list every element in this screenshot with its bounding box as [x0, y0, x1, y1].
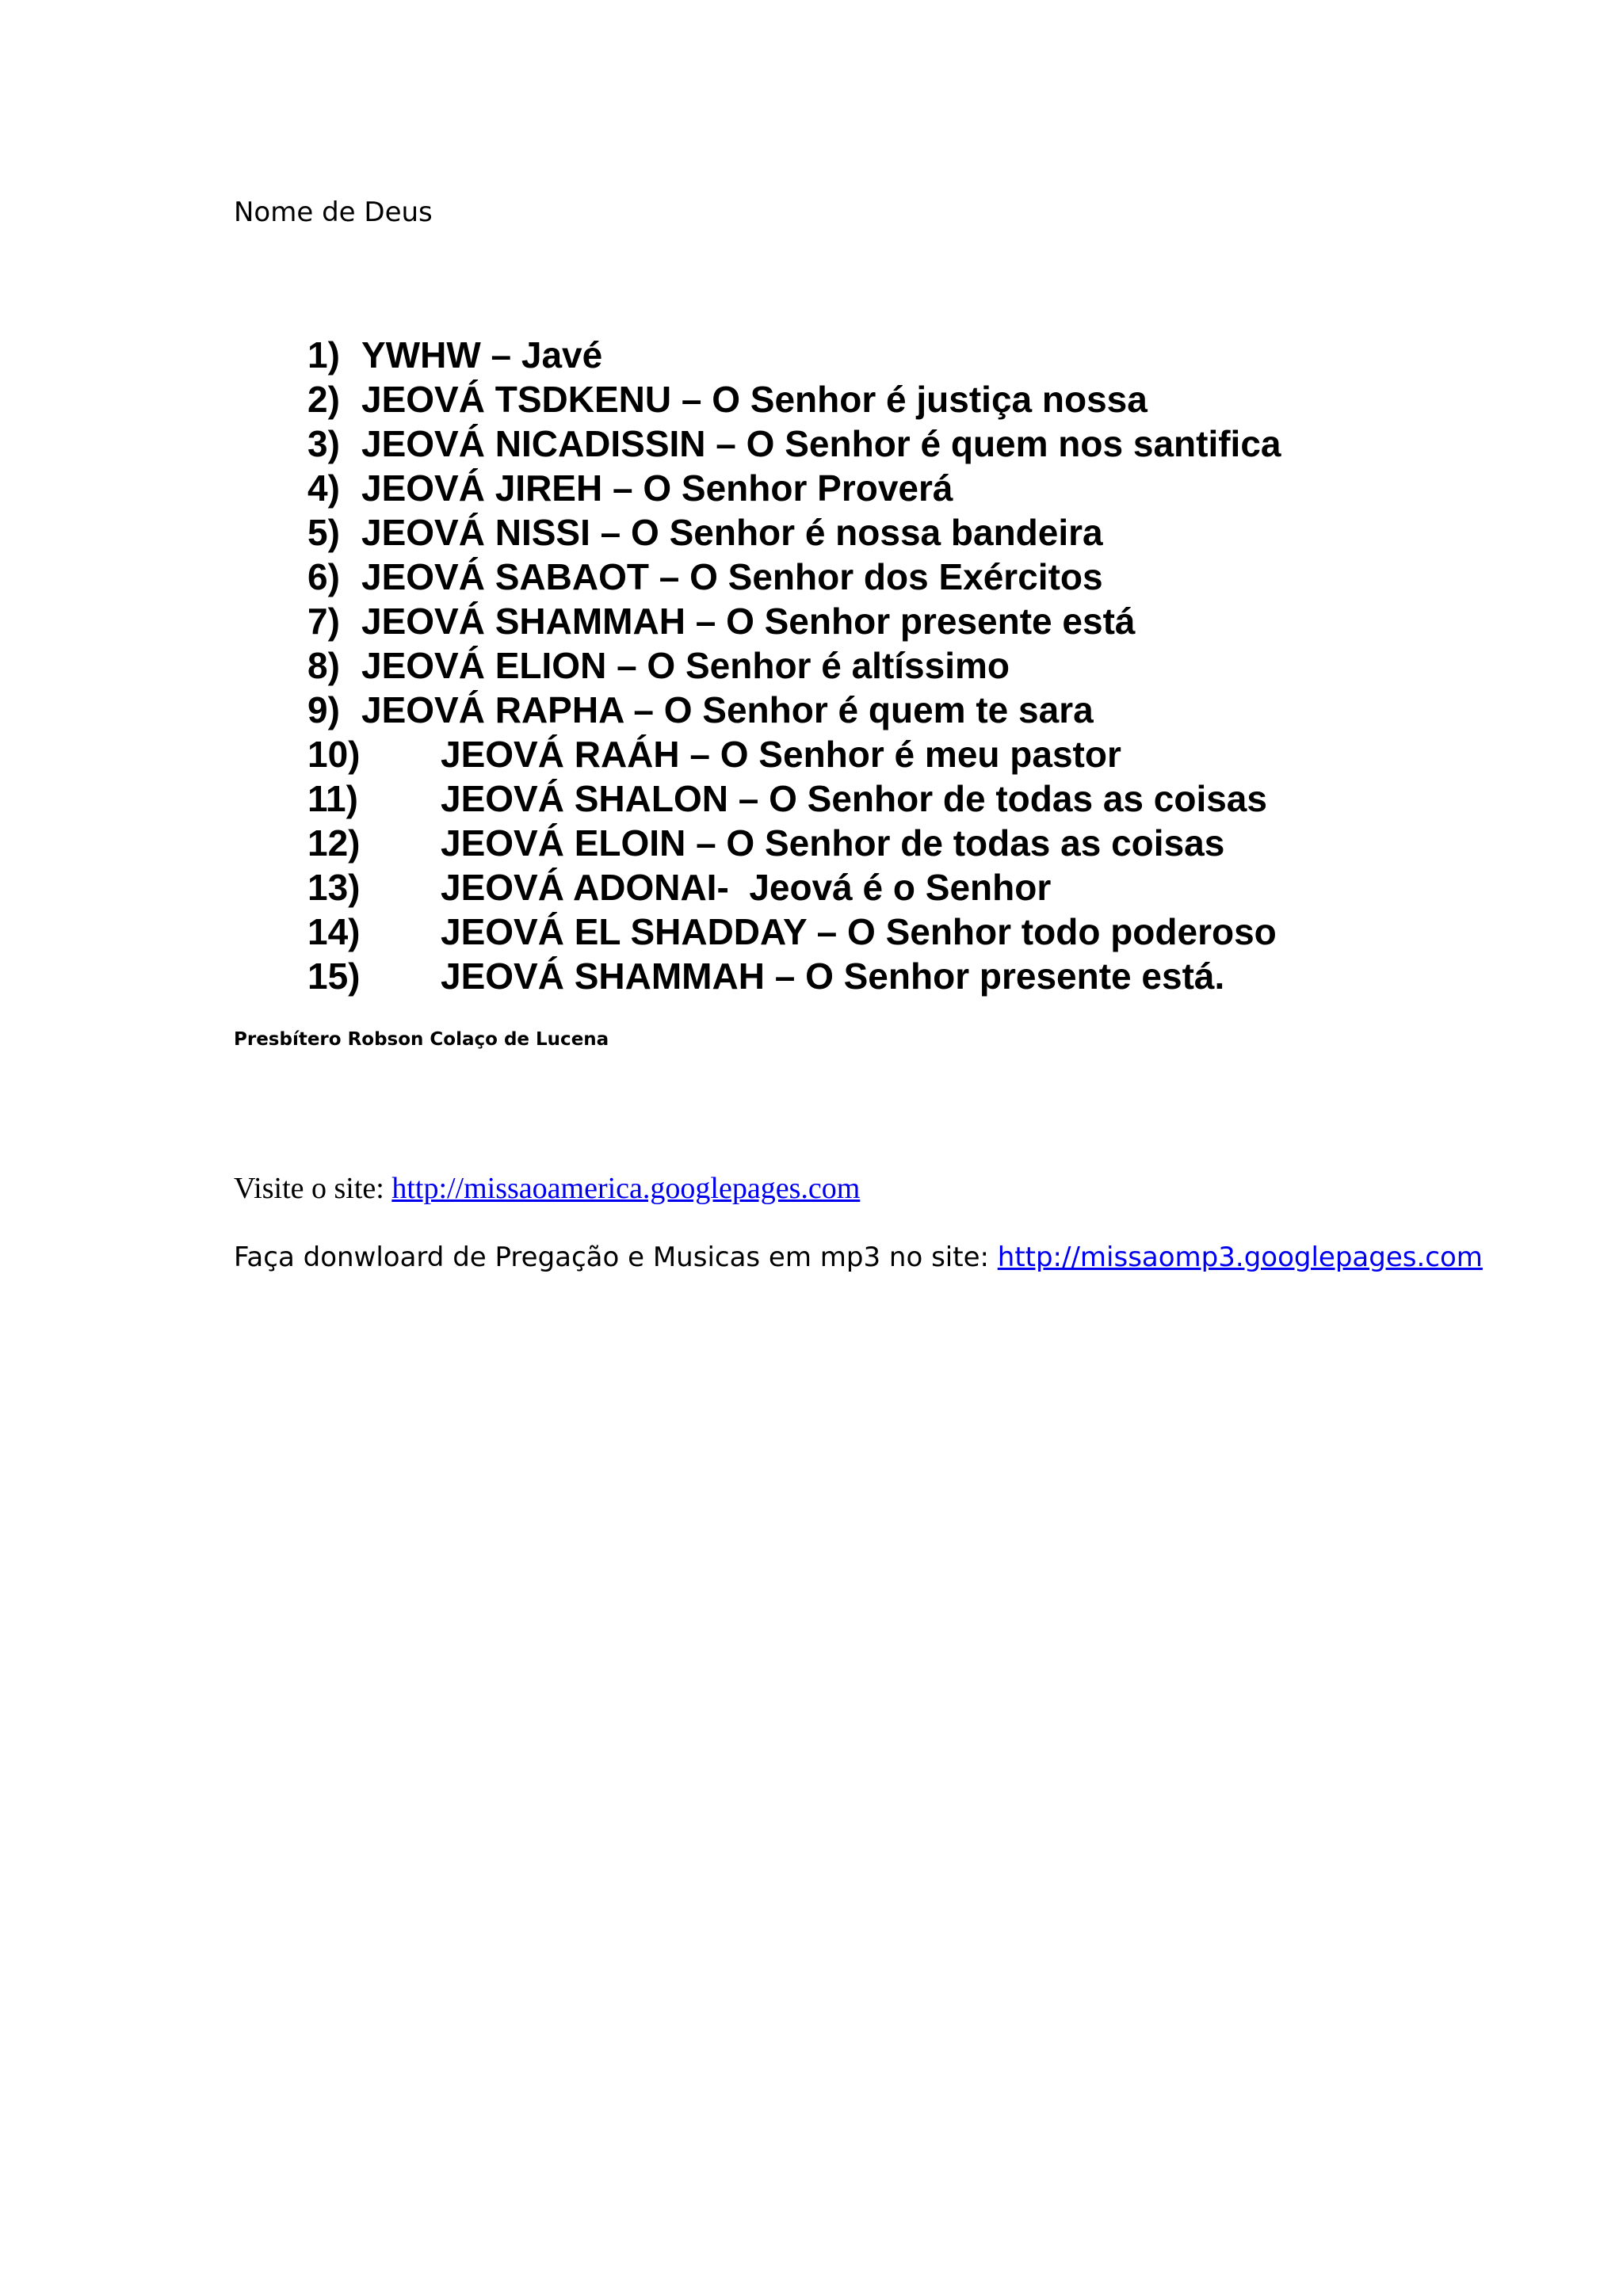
visit-site-label: Visite o site: — [234, 1172, 392, 1205]
list-item — [307, 643, 1281, 688]
list-item — [307, 599, 1281, 643]
list-item-text: JEOVÁ SHAMMAH – O Senhor presente está — [361, 601, 1136, 642]
download-line — [234, 1238, 1483, 1276]
list-item-text: JEOVÁ SHAMMAH – O Senhor presente está. — [441, 955, 1225, 997]
list-item-text: JEOVÁ ADONAI- Jeová é o Senhor — [441, 867, 1052, 908]
list-item-number: 14) — [307, 911, 361, 952]
list-item-number: 4) — [307, 467, 340, 509]
list-item-number: 15) — [307, 955, 361, 997]
visit-site-line — [234, 1169, 860, 1207]
list-item — [307, 910, 1281, 954]
list-item-number: 12) — [307, 822, 361, 864]
author-signature: Presbítero Robson Colaço de Lucena — [234, 1029, 609, 1050]
list-item-text: JEOVÁ TSDKENU – O Senhor é justiça nossa — [361, 379, 1148, 420]
list-item-text: JEOVÁ NICADISSIN – O Senhor é quem nos santifica — [361, 423, 1281, 464]
list-item — [307, 776, 1281, 821]
list-item-number: 11) — [307, 778, 358, 819]
list-item — [307, 377, 1281, 421]
list-item — [307, 954, 1281, 998]
list-item-number: 8) — [307, 645, 340, 686]
list-item-number: 3) — [307, 423, 340, 464]
names-of-god-list — [307, 333, 1281, 998]
list-item — [307, 865, 1281, 910]
list-item-number: 2) — [307, 379, 340, 420]
list-item-text: JEOVÁ ELOIN – O Senhor de todas as coisas — [441, 822, 1225, 864]
list-item-number: 10) — [307, 734, 361, 775]
list-item-text: JEOVÁ JIREH – O Senhor Proverá — [361, 467, 953, 509]
list-item-text: JEOVÁ ELION – O Senhor é altíssimo — [361, 645, 1010, 686]
list-item-number: 7) — [307, 601, 340, 642]
missaomp3-link[interactable]: http://missaomp3.googlepages.com — [997, 1241, 1483, 1273]
list-item — [307, 821, 1281, 865]
document-title: Nome de Deus — [234, 196, 433, 228]
list-item — [307, 333, 1281, 377]
download-label: Faça donwloard de Pregação e Musicas em mp3 no site: — [234, 1241, 998, 1273]
list-item-text: JEOVÁ RAÁH – O Senhor é meu pastor — [441, 734, 1121, 775]
missaoamerica-link[interactable]: http://missaoamerica.googlepages.com — [391, 1172, 861, 1205]
list-item-text: JEOVÁ SHALON – O Senhor de todas as coisas — [441, 778, 1267, 819]
list-item — [307, 688, 1281, 732]
list-item-number: 1) — [307, 334, 340, 376]
list-item-text: JEOVÁ SABAOT – O Senhor dos Exércitos — [361, 556, 1103, 597]
list-item-number: 13) — [307, 867, 361, 908]
list-item-number: 5) — [307, 512, 340, 553]
list-item — [307, 732, 1281, 776]
list-item — [307, 510, 1281, 555]
list-item-number: 9) — [307, 689, 340, 730]
list-item-text: JEOVÁ EL SHADDAY – O Senhor todo poderoso — [441, 911, 1277, 952]
list-item — [307, 466, 1281, 510]
list-item-text: JEOVÁ NISSI – O Senhor é nossa bandeira — [361, 512, 1103, 553]
list-item — [307, 421, 1281, 466]
list-item-text: JEOVÁ RAPHA – O Senhor é quem te sara — [361, 689, 1094, 730]
list-item-number: 6) — [307, 556, 340, 597]
list-item-text: YWHW – Javé — [361, 334, 603, 376]
list-item — [307, 555, 1281, 599]
